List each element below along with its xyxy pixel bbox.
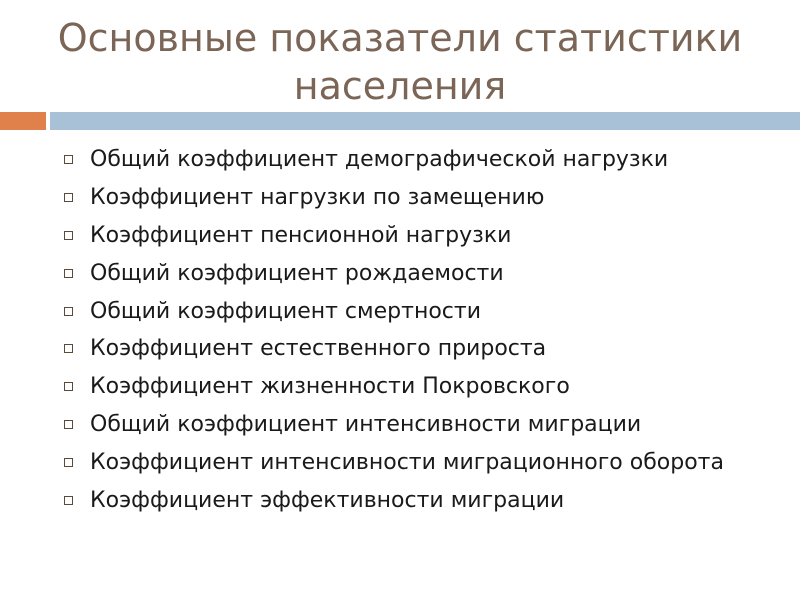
- hollow-square-icon: [64, 344, 73, 353]
- bullet-item: [64, 254, 784, 292]
- bullet-item: [64, 481, 784, 519]
- hollow-square-icon: [64, 193, 73, 202]
- bullet-item: [64, 368, 784, 406]
- hollow-square-icon: [64, 231, 73, 240]
- hollow-square-icon: [64, 269, 73, 278]
- bullet-text: Общий коэффициент демографической нагрузки: [90, 147, 669, 173]
- bullet-text: Коэффициент естественного прироста: [90, 336, 547, 362]
- bullet-item: [64, 217, 784, 255]
- bullet-text: Коэффициент жизненности Покровского: [90, 374, 570, 400]
- hollow-square-icon: [64, 496, 73, 505]
- hollow-square-icon: [64, 420, 73, 429]
- hollow-square-icon: [64, 458, 73, 467]
- accent-bar-orange: [0, 112, 46, 130]
- slide-title: Основные показатели статистики населения: [57, 16, 743, 108]
- bullet-item: [64, 443, 784, 481]
- bullet-item: [64, 292, 784, 330]
- bullet-item: [64, 141, 784, 179]
- bullet-text: Коэффициент пенсионной нагрузки: [90, 222, 512, 248]
- accent-bar-blue: [50, 112, 800, 130]
- bullet-list: [64, 141, 784, 519]
- bullet-item: [64, 330, 784, 368]
- hollow-square-icon: [64, 307, 73, 316]
- bullet-text: Общий коэффициент смертности: [90, 298, 481, 324]
- bullet-text: Коэффициент эффективности миграции: [90, 487, 565, 513]
- bullet-item: [64, 179, 784, 217]
- bullet-text: Общий коэффициент интенсивности миграции: [90, 411, 642, 437]
- bullet-item: [64, 406, 784, 444]
- hollow-square-icon: [64, 155, 73, 164]
- bullet-text: Коэффициент интенсивности миграционного оборота: [90, 449, 724, 475]
- bullet-text: Общий коэффициент рождаемости: [90, 260, 504, 286]
- hollow-square-icon: [64, 382, 73, 391]
- bullet-text: Коэффициент нагрузки по замещению: [90, 185, 545, 211]
